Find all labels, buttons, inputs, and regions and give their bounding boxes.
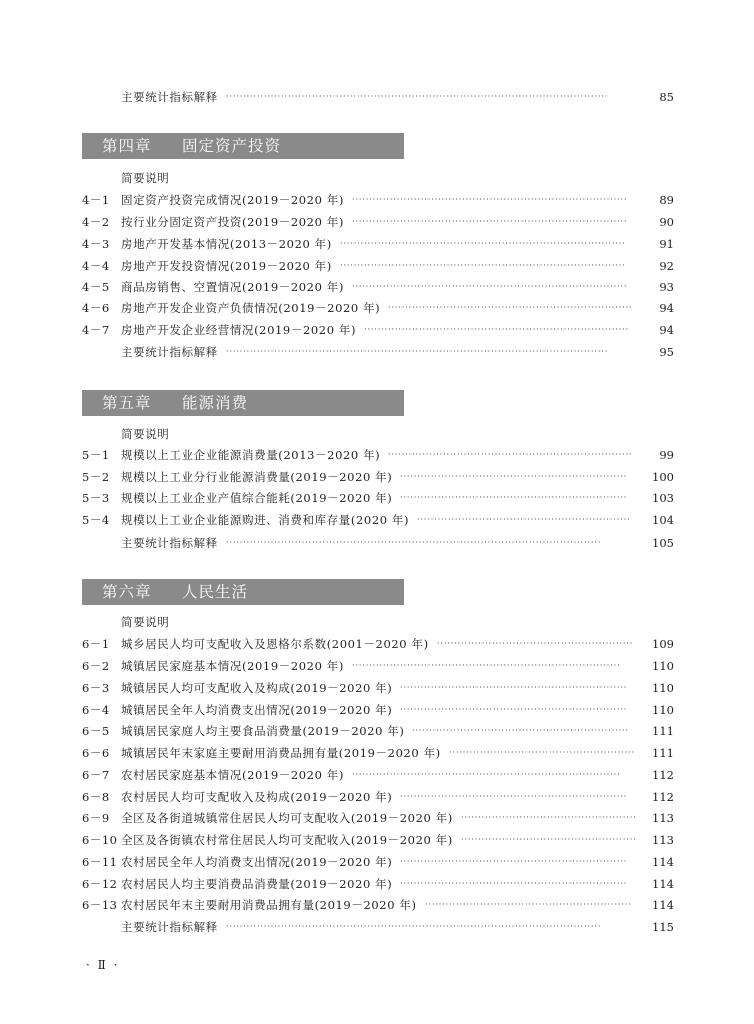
- entry-title: 农村居民年末主要耐用消费品拥有量(2019－2020 年): [121, 898, 417, 912]
- entry-title: 主要统计指标解释: [121, 90, 218, 104]
- toc-entry[interactable]: [0, 787, 754, 807]
- chapter-intro[interactable]: 简要说明: [121, 615, 170, 629]
- leader-dots: ······························································: [417, 515, 631, 524]
- entry-title: 城镇居民全年人均消费支出情况(2019－2020 年): [121, 703, 393, 717]
- chapter-intro[interactable]: 简要说明: [121, 171, 170, 185]
- entry-page: 112: [652, 790, 674, 804]
- entry-number: 6－5: [82, 724, 110, 738]
- entry-number: 6－1: [82, 637, 110, 651]
- entry-number: 6－10: [82, 833, 118, 847]
- leader-dots: ·······································································: [388, 303, 633, 312]
- leader-dots: ··································································: [400, 683, 628, 692]
- entry-number: 6－9: [82, 811, 110, 825]
- entry-title: 固定资产投资完成情况(2019－2020 年): [121, 193, 344, 207]
- toc-entry[interactable]: [0, 917, 754, 937]
- entry-page: 92: [659, 259, 674, 273]
- entry-title: 城镇居民家庭人均主要食品消费量(2019－2020 年): [121, 724, 405, 738]
- entry-number: 5－2: [82, 470, 110, 484]
- entry-number: 6－7: [82, 768, 110, 782]
- entry-title: 城镇居民年末家庭主要耐用消费品拥有量(2019－2020 年): [121, 746, 441, 760]
- leader-dots: ··································································: [400, 792, 628, 801]
- entry-number: 6－2: [82, 659, 110, 673]
- entry-page: 95: [659, 345, 674, 359]
- entry-page: 94: [659, 323, 674, 337]
- entry-page: 85: [659, 90, 674, 104]
- chapter-intro[interactable]: 简要说明: [121, 427, 170, 441]
- entry-title: 农村居民全年人均消费支出情况(2019－2020 年): [121, 855, 393, 869]
- entry-title: 商品房销售、空置情况(2019－2020 年): [121, 280, 344, 294]
- leader-dots: ··············································································: [352, 661, 621, 670]
- leader-dots: ·······························································: [412, 726, 629, 735]
- entry-number: 4－7: [82, 323, 110, 337]
- entry-title: 全区及各街镇农村常住居民人均可支配收入(2019－2020 年): [121, 833, 453, 847]
- entry-title: 房地产开发企业资产负债情况(2019－2020 年): [121, 301, 381, 315]
- toc-entry[interactable]: [0, 852, 754, 872]
- leader-dots: ···················································: [461, 835, 637, 844]
- entry-title: 房地产开发投资情况(2019－2020 年): [121, 259, 332, 273]
- entry-number: 4－2: [82, 215, 110, 229]
- entry-title: 规模以上工业分行业能源消费量(2019－2020 年): [121, 470, 393, 484]
- chapter-name: 固定资产投资: [182, 137, 282, 155]
- entry-page: 114: [652, 898, 674, 912]
- entry-number: 4－1: [82, 193, 110, 207]
- entry-page: 99: [659, 448, 674, 462]
- toc-entry[interactable]: [0, 256, 754, 276]
- entry-number: 6－4: [82, 703, 110, 717]
- entry-page: 110: [652, 659, 674, 673]
- entry-page: 111: [652, 724, 674, 738]
- toc-entry[interactable]: [0, 721, 754, 741]
- entry-title: 主要统计指标解释: [121, 345, 218, 359]
- entry-title: 主要统计指标解释: [121, 920, 218, 934]
- toc-entry[interactable]: [0, 656, 754, 676]
- leader-dots: ················································································: [352, 195, 628, 204]
- toc-entry[interactable]: [0, 895, 754, 915]
- entry-number: 4－4: [82, 259, 110, 273]
- leader-dots: ···················································: [461, 813, 637, 822]
- entry-page: 93: [659, 280, 674, 294]
- entry-title: 城乡居民人均可支配收入及恩格尔系数(2001－2020 年): [121, 637, 429, 651]
- entry-title: 规模以上工业企业产值综合能耗(2019－2020 年): [121, 491, 393, 505]
- toc-entry[interactable]: [0, 830, 754, 850]
- chapter-number: 第五章: [102, 394, 152, 412]
- chapter-name: 能源消费: [182, 394, 249, 412]
- entry-number: 6－8: [82, 790, 110, 804]
- entry-page: 89: [659, 193, 674, 207]
- entry-page: 111: [652, 746, 674, 760]
- entry-number: 6－11: [82, 855, 118, 869]
- leader-dots: ··································································: [400, 879, 628, 888]
- toc-entry[interactable]: [0, 533, 754, 553]
- entry-title: 城镇居民人均可支配收入及构成(2019－2020 年): [121, 681, 393, 695]
- toc-entry[interactable]: [0, 678, 754, 698]
- chapter-number: 第六章: [102, 583, 152, 601]
- entry-title: 主要统计指标解释: [121, 536, 218, 550]
- chapter-header: [82, 579, 404, 605]
- leader-dots: ···············································································································: [226, 347, 609, 356]
- chapter-header: [82, 133, 404, 159]
- toc-entry[interactable]: [0, 467, 754, 487]
- entry-title: 规模以上工业企业能源消费量(2013－2020 年): [121, 448, 381, 462]
- chapter-number: 第四章: [102, 137, 152, 155]
- entry-page: 91: [659, 237, 674, 251]
- entry-page: 90: [659, 215, 674, 229]
- toc-entry[interactable]: [0, 445, 754, 465]
- entry-number: 6－3: [82, 681, 110, 695]
- leader-dots: ······················································: [449, 748, 635, 757]
- leader-dots: ··································································: [400, 472, 628, 481]
- leader-dots: ··································································: [400, 857, 628, 866]
- toc-entry[interactable]: [0, 488, 754, 508]
- entry-page: 112: [652, 768, 674, 782]
- leader-dots: ·············································································································: [226, 538, 602, 547]
- toc-entry[interactable]: [0, 634, 754, 654]
- entry-title: 房地产开发基本情况(2013－2020 年): [121, 237, 332, 251]
- entry-number: 5－4: [82, 513, 110, 527]
- leader-dots: ···············································································································: [226, 92, 609, 101]
- entry-title: 农村居民人均可支配收入及构成(2019－2020 年): [121, 790, 393, 804]
- leader-dots: ···················································································: [340, 261, 626, 270]
- entry-page: 115: [652, 920, 674, 934]
- entry-number: 5－3: [82, 491, 110, 505]
- entry-page: 104: [652, 513, 674, 527]
- toc-entry[interactable]: [0, 190, 754, 210]
- toc-entry[interactable]: [0, 277, 754, 297]
- entry-page: 114: [652, 877, 674, 891]
- entry-title: 农村居民人均主要消费品消费量(2019－2020 年): [121, 877, 393, 891]
- entry-page: 110: [652, 703, 674, 717]
- entry-page: 113: [652, 811, 674, 825]
- leader-dots: ·············································································: [364, 325, 630, 334]
- entry-page: 109: [652, 637, 674, 651]
- entry-number: 6－12: [82, 877, 118, 891]
- leader-dots: ·························································: [437, 639, 634, 648]
- entry-page: 100: [652, 470, 674, 484]
- toc-entry[interactable]: [0, 342, 754, 362]
- entry-page: 94: [659, 301, 674, 315]
- entry-number: 6－13: [82, 898, 118, 912]
- toc-entry[interactable]: [0, 234, 754, 254]
- leader-dots: ··································································: [400, 705, 628, 714]
- entry-title: 按行业分固定资产投资(2019－2020 年): [121, 215, 344, 229]
- entry-number: 4－6: [82, 301, 110, 315]
- entry-page: 103: [652, 491, 674, 505]
- leader-dots: ················································································: [352, 282, 628, 291]
- leader-dots: ················································································: [352, 217, 628, 226]
- toc-entry[interactable]: [0, 765, 754, 785]
- entry-number: 4－3: [82, 237, 110, 251]
- toc-entry[interactable]: [0, 320, 754, 340]
- entry-page: 113: [652, 833, 674, 847]
- entry-page: 114: [652, 855, 674, 869]
- page-number: · Ⅱ ·: [86, 958, 120, 972]
- toc-entry[interactable]: [0, 743, 754, 763]
- toc-entry[interactable]: [0, 808, 754, 828]
- toc-entry[interactable]: [0, 212, 754, 232]
- leader-dots: ···················································································: [340, 239, 626, 248]
- toc-entry[interactable]: [0, 298, 754, 318]
- leader-dots: ·············································································································: [226, 922, 602, 931]
- leader-dots: ····························································: [425, 900, 632, 909]
- chapter-name: 人民生活: [182, 583, 249, 601]
- entry-page: 105: [652, 536, 674, 550]
- toc-entry[interactable]: [0, 87, 754, 107]
- entry-number: 6－6: [82, 746, 110, 760]
- entry-title: 全区及各街道城镇常住居民人均可支配收入(2019－2020 年): [121, 811, 453, 825]
- leader-dots: ··································································: [400, 493, 628, 502]
- entry-title: 城镇居民家庭基本情况(2019－2020 年): [121, 659, 344, 673]
- entry-title: 农村居民家庭基本情况(2019－2020 年): [121, 768, 344, 782]
- toc-entry[interactable]: [0, 510, 754, 530]
- entry-page: 110: [652, 681, 674, 695]
- leader-dots: ·······································································: [388, 450, 633, 459]
- toc-entry[interactable]: [0, 700, 754, 720]
- entry-title: 规模以上工业企业能源购进、消费和库存量(2020 年): [121, 513, 410, 527]
- chapter-header: [82, 390, 404, 416]
- toc-entry[interactable]: [0, 874, 754, 894]
- entry-number: 5－1: [82, 448, 110, 462]
- entry-number: 4－5: [82, 280, 110, 294]
- leader-dots: ··············································································: [352, 770, 621, 779]
- entry-title: 房地产开发企业经营情况(2019－2020 年): [121, 323, 357, 337]
